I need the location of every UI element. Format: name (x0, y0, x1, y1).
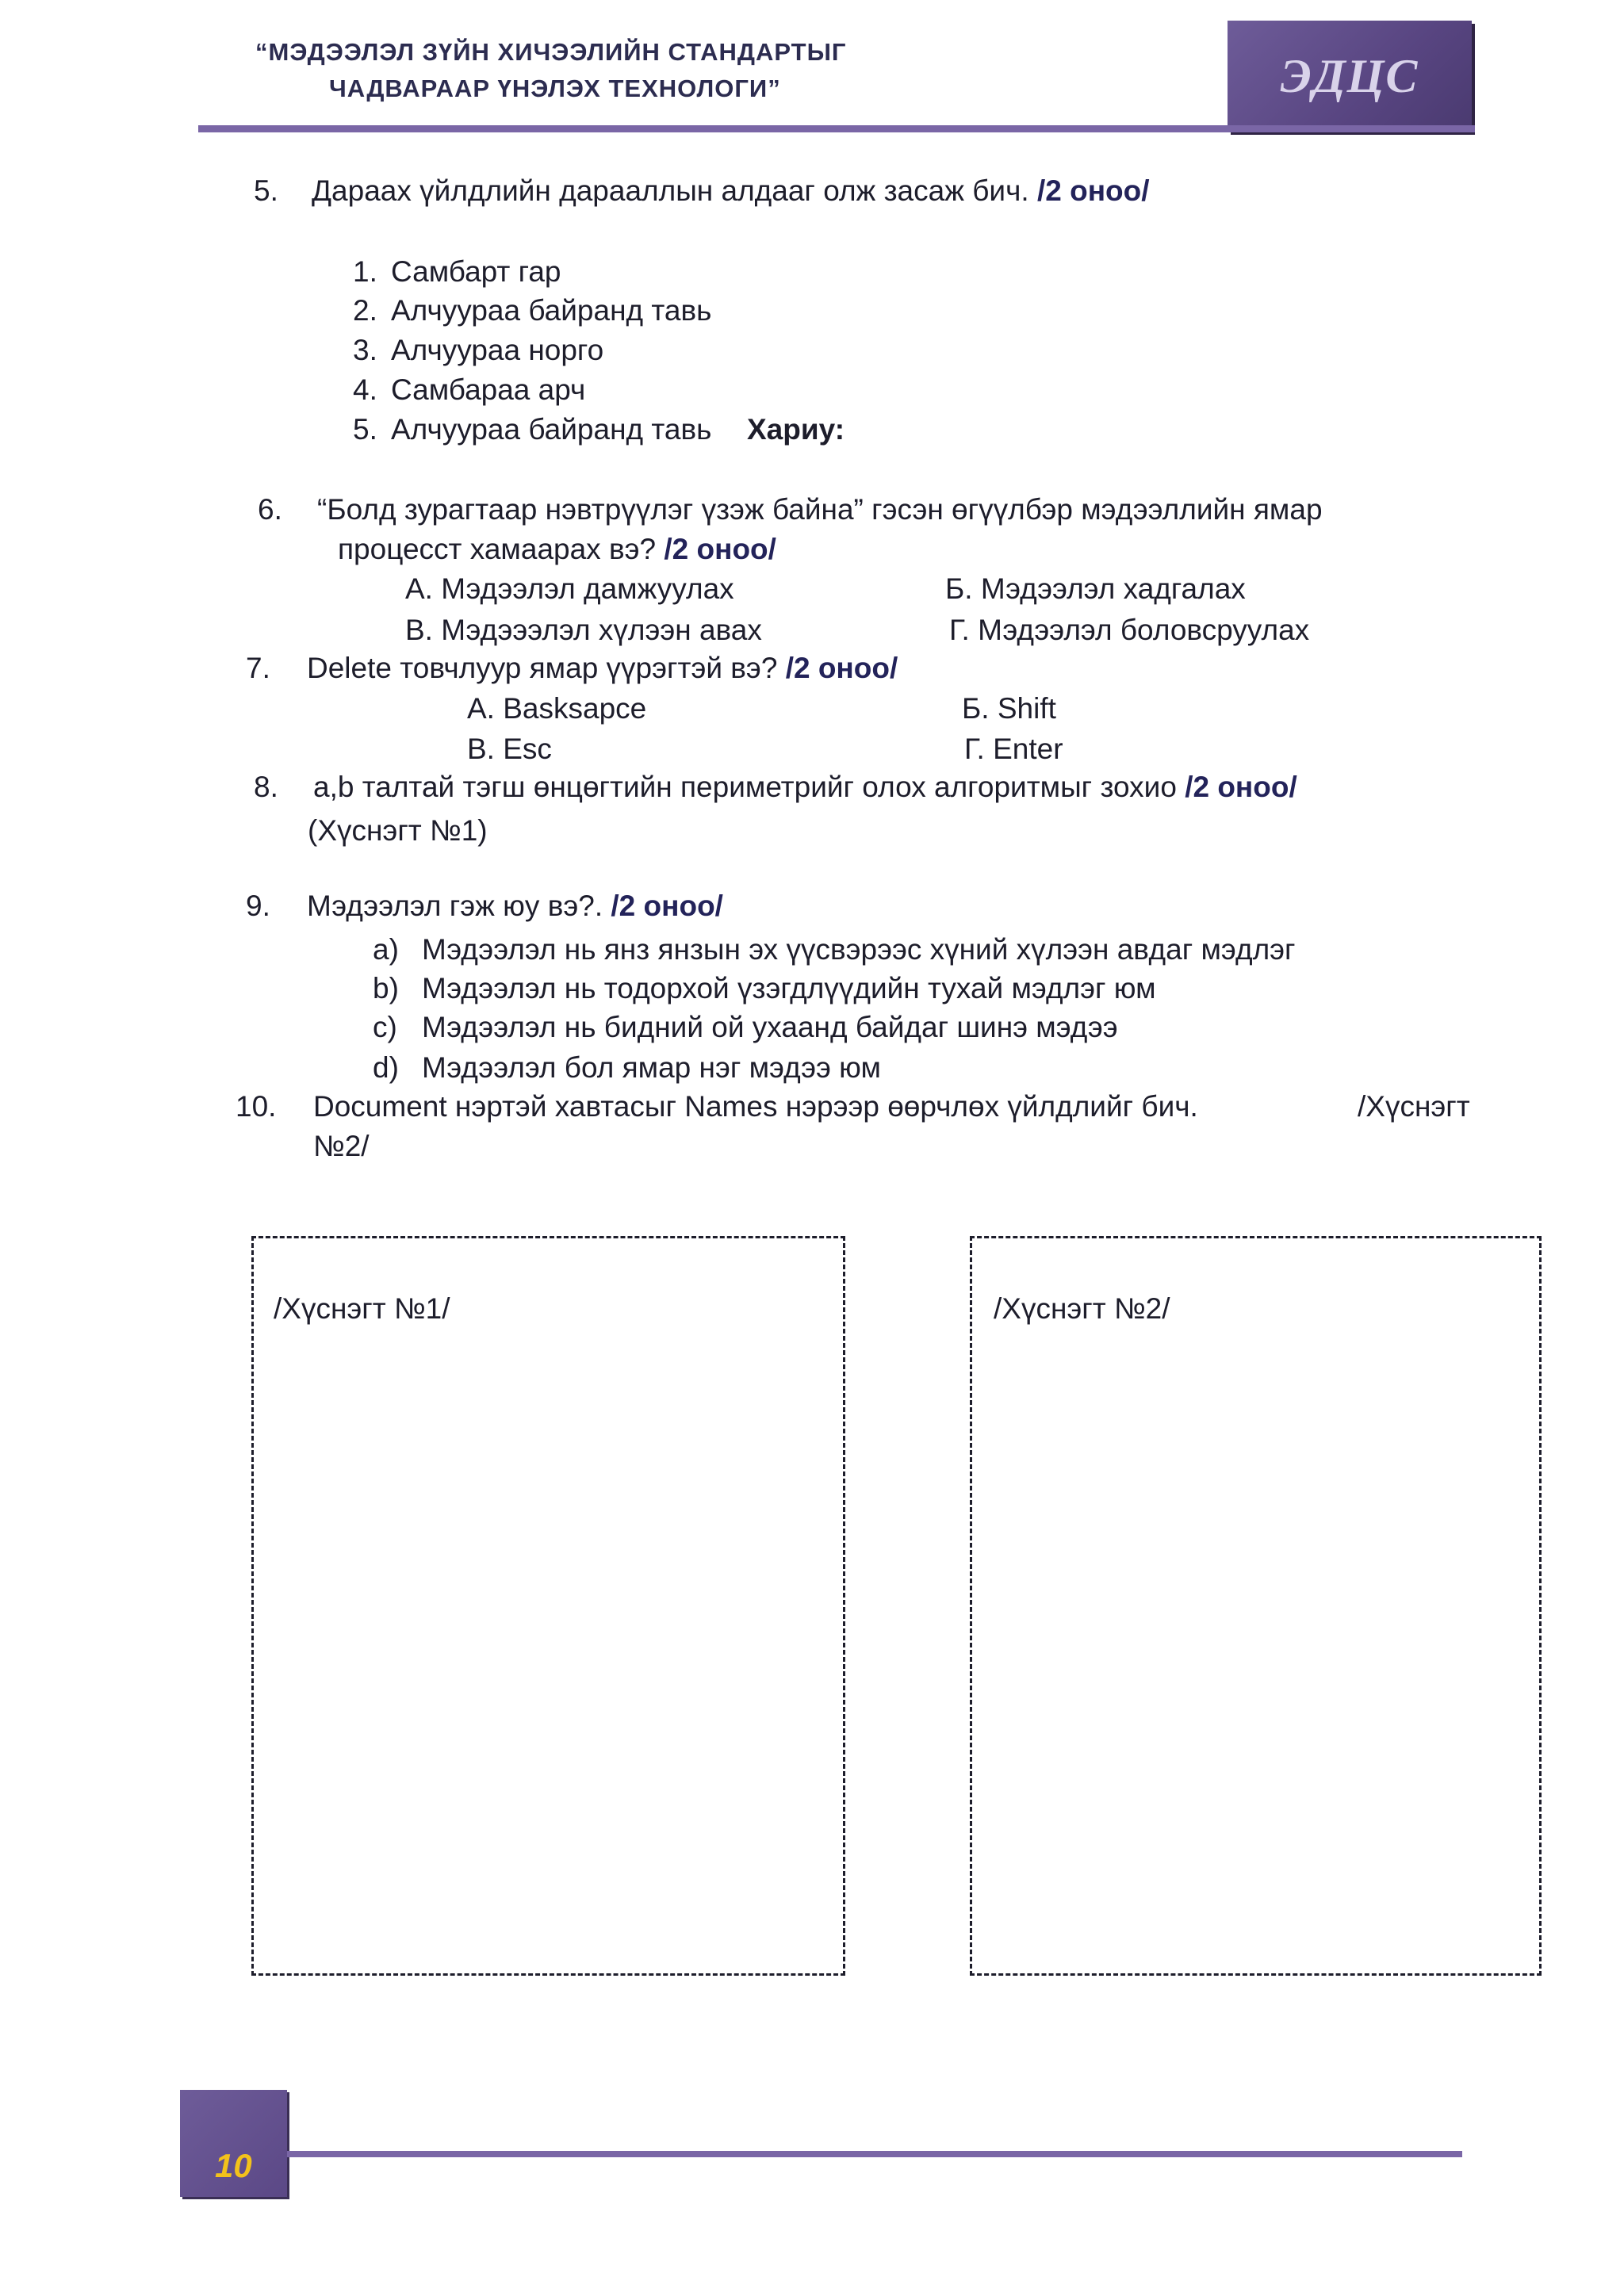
question-7-number: 7. (246, 652, 270, 684)
question-6-line2 (338, 533, 776, 566)
q5-item-text: Алчуураа норго (391, 334, 604, 366)
logo-text: ЭДЦС (1280, 49, 1419, 102)
question-10-number: 10. (236, 1090, 277, 1123)
question-9-number: 9. (246, 890, 270, 922)
question-9-text: Мэдээлэл гэж юу вэ?. (307, 890, 603, 922)
header-title-line2: ЧАДВАРААР ҮНЭЛЭХ ТЕХНОЛОГИ” (329, 75, 781, 102)
answer-box-1-label: /Хүснэгт №1/ (274, 1292, 450, 1325)
q5-item-number: 5. (353, 413, 377, 446)
q5-item-number: 4. (353, 373, 377, 406)
footer-divider (287, 2151, 1462, 2157)
q5-item-number: 2. (353, 294, 377, 327)
header-divider (198, 125, 1475, 132)
q5-item-text: Алчуураа байранд тавь (391, 294, 712, 327)
question-8-line2: (Хүснэгт №1) (308, 814, 488, 847)
question-7-points: /2 оноо/ (785, 652, 898, 684)
q5-item-number: 3. (353, 334, 377, 366)
q6-option-b: Б. Мэдээлэл хадгалах (945, 572, 1246, 605)
answer-box-2[interactable] (970, 1236, 1542, 1976)
question-8-text: a,b талтай тэгш өнцөгтийн периметрийг олох алгоритмыг зохио (313, 771, 1177, 803)
q6-option-a: А. Мэдээлэл дамжуулах (405, 572, 734, 605)
page-number: 10 (215, 2147, 252, 2184)
q5-item-text: Алчуураа байранд тавь (391, 413, 712, 446)
question-5-number: 5. (254, 174, 278, 207)
question-6-line1: “Болд зурагтаар нэвтрүүлэг үзэж байна” гэсэн өгүүлбэр мэдээллийн ямар (317, 493, 1323, 526)
question-10-line2: №2/ (313, 1130, 370, 1162)
q6-option-d: Г. Мэдээлэл боловсруулах (949, 614, 1310, 646)
q9-item-text: Мэдээлэл нь тодорхой үзэгдлүүдийн тухай мэдлэг юм (422, 972, 1156, 1004)
question-8-number: 8. (254, 771, 278, 803)
question-5-text: Дараах үйлдлийн дарааллын алдааг олж засаж бич. (312, 174, 1029, 207)
question-8 (313, 771, 1297, 804)
header-title-line1: “МЭДЭЭЛЭЛ ЗҮЙН ХИЧЭЭЛИЙН СТАНДАРТЫГ (255, 38, 847, 66)
logo (1228, 21, 1472, 132)
q7-option-c: В. Esc (467, 733, 552, 765)
question-10-text: Document нэртэй хавтасыг Names нэрээр өөрчлөх үйлдлийг бич. (313, 1090, 1198, 1123)
q5-answer-label: Хариу: (747, 413, 845, 446)
q7-option-d: Г. Enter (964, 733, 1063, 765)
question-9-points: /2 оноо/ (611, 890, 723, 922)
question-6-points: /2 оноо/ (664, 533, 776, 565)
question-10-ref: /Хүснэгт (1358, 1090, 1470, 1123)
question-5 (312, 174, 1150, 208)
question-9 (307, 890, 723, 923)
q9-item-label: d) (373, 1051, 399, 1084)
q5-item-text: Самбарт гар (391, 255, 561, 288)
q9-item-text: Мэдээлэл нь янз янзын эх үүсвэрээс хүний хүлээн авдаг мэдлэг (422, 933, 1296, 966)
answer-box-1[interactable] (251, 1236, 845, 1976)
q9-item-text: Мэдээлэл нь бидний ой ухаанд байдаг шинэ мэдээ (422, 1011, 1118, 1043)
q9-item-label: a) (373, 933, 399, 966)
question-8-points: /2 оноо/ (1185, 771, 1297, 803)
q5-item-text: Самбараа арч (391, 373, 586, 406)
answer-box-2-label: /Хүснэгт №2/ (994, 1292, 1170, 1325)
question-7-text: Delete товчлуур ямар үүрэгтэй вэ? (307, 652, 778, 684)
question-6-number: 6. (258, 493, 282, 526)
q9-item-text: Мэдээлэл бол ямар нэг мэдээ юм (422, 1051, 881, 1084)
q6-option-c: В. Мэдэээлэл хүлээн авах (405, 614, 762, 646)
question-6-line2-text: процесст хамаарах вэ? (338, 533, 657, 565)
q9-item-label: c) (373, 1011, 397, 1043)
q7-option-a: А. Basksapce (467, 692, 647, 725)
q7-option-b: Б. Shift (962, 692, 1056, 725)
q9-item-label: b) (373, 972, 399, 1004)
question-5-points: /2 оноо/ (1036, 174, 1150, 207)
q5-item-number: 1. (353, 255, 377, 288)
question-7 (307, 652, 898, 685)
